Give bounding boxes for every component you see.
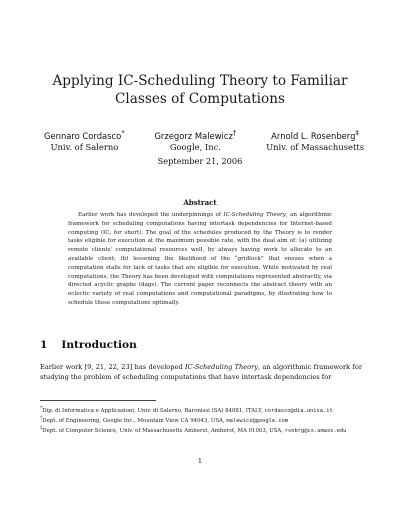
abstract-heading: Abstract [183, 198, 217, 207]
footnote-mark: ‡ [40, 426, 43, 432]
author-cordasco [44, 128, 125, 153]
author-list [44, 128, 364, 153]
author-footnote-mark: * [121, 129, 125, 137]
author-affiliation: Google, Inc. [169, 141, 221, 152]
footnote-email: cordasco@dia.unisa.it [264, 407, 333, 414]
footnote-mark: † [40, 416, 43, 422]
abstract-body [68, 211, 332, 308]
author-malewicz [154, 128, 236, 153]
abstract-text-rest: , an algorithmic framework for scheduling computations having intertask dependencies for Internet-based computing (IC, for short). The goal of the schedules produced by the Theory is to render tasks eligible for execution at the maximum possible rate, with the dual aim of: (a) utilizing remote clients' computational resources well, by always having work to allocate to an available client; (b) lessening the likelihood of the “gridlock” that ensues when a computation stalls for lack of tasks that are eligible for execution. While motivated by real computations, the Theory has been developed with computations represented abstractly, via directed acyclic graphs (dags). The current paper reconnects the abstract theory with an eclectic variety of real computations and computational paradigms, by illustrating how to schedule these computations optimally. [68, 212, 333, 306]
footnote-text: Dip. di Informatica e Applicazioni, Univ. di Salerno, Baronissi (SA) 84081, ITALY, [42, 407, 265, 414]
abstract-emphasis: IC-Scheduling Theory [223, 212, 286, 218]
section-title: Introduction [61, 339, 137, 351]
author-rosenberg [266, 128, 364, 153]
page-number: 1 [197, 457, 203, 465]
footnote-mark: * [40, 406, 43, 411]
intro-emphasis: IC-Scheduling Theory [184, 363, 259, 371]
intro-text-start: Earlier work [9, 21, 22, 23] has developed [40, 363, 185, 371]
author-name: Arnold L. Rosenberg [271, 130, 356, 141]
footnote-text: Dept. of Computer Science, Univ. of Massachusetts Amherst, Amherst, MA 01003, USA, [42, 427, 285, 434]
section-number: 1 [40, 339, 48, 351]
author-affiliation: Univ. of Massachusetts [266, 141, 364, 152]
footnote-email: malewicz@google.com [226, 417, 289, 424]
footnote-cordasco [40, 405, 362, 415]
author-name: Grzegorz Malewicz [154, 130, 233, 141]
author-footnote-mark: ‡ [355, 129, 359, 137]
paper-date: September 21, 2006 [157, 156, 243, 166]
paper-title: Applying IC-Scheduling Theory to Familiar Classes of Computations [52, 73, 348, 107]
footnote-email: rsnbrg@cs.umass.edu [284, 427, 347, 434]
section-heading [40, 339, 137, 351]
footnote-divider [40, 400, 156, 401]
author-affiliation: Univ. of Salerno [50, 141, 119, 152]
author-name: Gennaro Cordasco [44, 130, 122, 141]
footnote-malewicz [40, 415, 362, 425]
footnote-rosenberg [40, 425, 362, 435]
footnote-text: Dept. of Engineering, Google Inc., Mountain View CA 94043, USA, [42, 417, 227, 424]
author-footnote-mark: † [232, 129, 237, 137]
footnotes [40, 405, 362, 435]
abstract-text-start: Earlier work has developed the underpinnings of [78, 212, 224, 218]
intro-paragraph [40, 362, 362, 382]
intro-text-rest: , an algorithmic framework for studying the problem of scheduling computations that have intertask dependencies for [40, 363, 362, 381]
